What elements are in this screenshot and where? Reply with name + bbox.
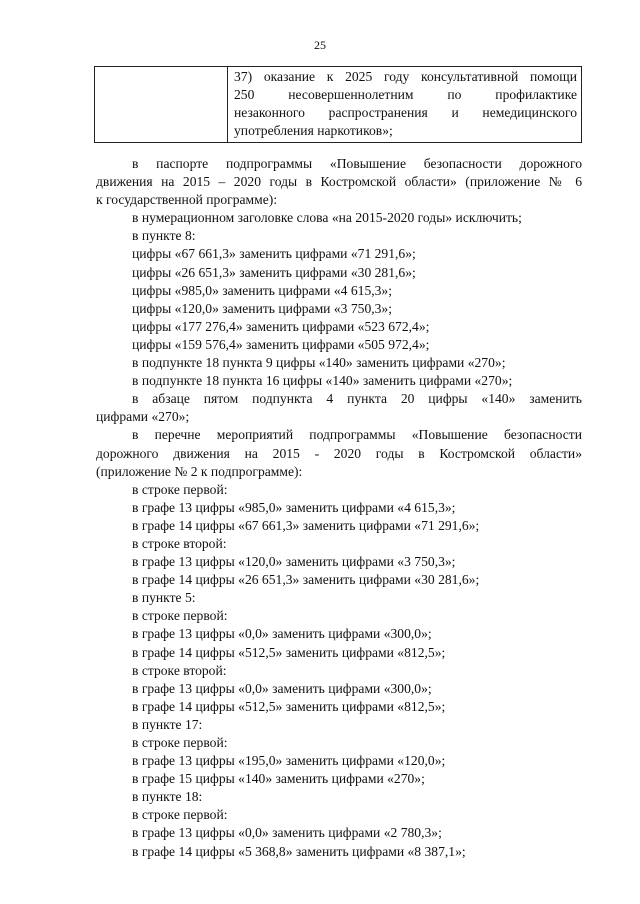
body-line: цифрами «270»; [96,409,190,425]
body-line: в пункте 5: [132,590,196,606]
document-body [96,155,582,861]
body-line: в графе 15 цифры «140» заменить цифрами «270»; [132,771,425,787]
body-line: в подпункте 18 пункта 16 цифры «140» заменить цифрами «270»; [132,373,513,389]
body-line: цифры «67 661,3» заменить цифрами «71 291,6»; [132,246,416,262]
body-line: в пункте 17: [132,716,203,732]
body-line: дорожного движения на 2015 - 2020 годы в Костромской области» [96,445,582,461]
table-cell-line: употребления наркотиков»; [234,123,393,138]
body-line: в графе 13 цифры «0,0» заменить цифрами «2 780,3»; [132,825,442,841]
body-line: в нумерационном заголовке слова «на 2015-2020 годы» исключить; [132,210,522,226]
table-cell-line: 37) оказание к 2025 году консультативной помощи [234,69,577,84]
table-empty-cell [95,67,228,143]
body-line: в пункте 18: [132,789,203,805]
body-line: к государственной программе): [96,192,278,208]
body-line: в подпункте 18 пункта 9 цифры «140» заменить цифрами «270»; [132,355,506,371]
body-line: цифры «120,0» заменить цифрами «3 750,3»; [132,300,393,316]
body-line: в строке первой: [132,807,228,823]
body-line: в графе 13 цифры «0,0» заменить цифрами «300,0»; [132,626,432,642]
body-line: в строке первой: [132,735,228,750]
body-line: в графе 13 цифры «195,0» заменить цифрами «120,0»; [132,753,446,769]
body-line: цифры «26 651,3» заменить цифрами «30 281,6»; [132,264,416,280]
body-line: цифры «159 576,4» заменить цифрами «505 972,4»; [132,336,430,352]
body-line: в строке первой: [132,608,228,624]
body-line: в графе 13 цифры «0,0» заменить цифрами «300,0»; [132,680,432,696]
body-line: в графе 14 цифры «67 661,3» заменить цифрами «71 291,6»; [132,517,480,533]
table-row [95,67,582,143]
body-line: в графе 13 цифры «120,0» заменить цифрами «3 750,3»; [132,554,456,570]
body-line: в строке второй: [132,535,227,551]
body-line: в графе 14 цифры «5 368,8» заменить цифрами «8 387,1»; [132,843,466,859]
body-line: в строке первой: [132,481,228,497]
table-cell-line: 250 несовершеннолетним по профилактике [234,87,577,102]
body-line: в перечне мероприятий подпрограммы «Повышение безопасности [132,427,582,443]
table-cell-line: незаконного распространения и немедицинского [234,105,577,120]
body-line: в пункте 8: [132,228,196,244]
body-line: цифры «177 276,4» заменить цифрами «523 672,4»; [132,318,430,334]
body-line: в графе 14 цифры «26 651,3» заменить цифрами «30 281,6»; [132,572,480,588]
body-line: в строке второй: [132,662,227,678]
table-text-cell [228,67,582,143]
body-line: в паспорте подпрограммы «Повышение безопасности дорожного [132,156,582,171]
body-line: в графе 14 цифры «512,5» заменить цифрами «812,5»; [132,644,446,660]
body-line: (приложение № 2 к подпрограмме): [96,463,303,479]
body-line: движения на 2015 – 2020 годы в Костромской области» (приложение № 6 [96,174,582,190]
continuation-table [94,66,582,143]
body-line: в графе 13 цифры «985,0» заменить цифрами «4 615,3»; [132,499,456,515]
body-line: в абзаце пятом подпункта 4 пункта 20 цифры «140» заменить [132,391,582,407]
body-line: цифры «985,0» заменить цифрами «4 615,3»; [132,282,393,298]
body-line: в графе 14 цифры «512,5» заменить цифрами «812,5»; [132,698,446,714]
page-number: 25 [314,38,326,52]
